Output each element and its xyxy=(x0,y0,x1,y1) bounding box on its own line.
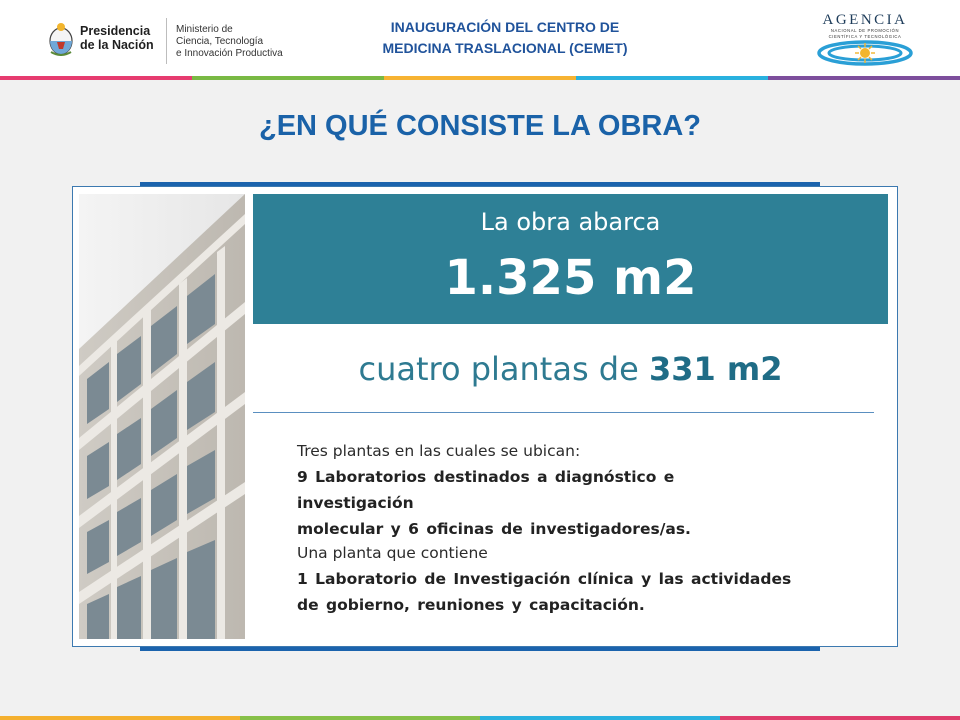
agencia-sub-2: CIENTÍFICA Y TECNOLÓGICA xyxy=(828,34,902,39)
area-value: 1.325 m2 xyxy=(444,250,697,306)
header xyxy=(0,0,960,76)
section-divider xyxy=(253,412,874,413)
logo-separator xyxy=(166,18,167,64)
block1-line-2: molecular y 6 oficinas de investigadores/as. xyxy=(297,520,691,538)
presidencia-text xyxy=(80,24,154,52)
presidencia-line-2: de la Nación xyxy=(80,38,154,52)
block2-line-2: de gobierno, reuniones y capacitación. xyxy=(297,596,645,614)
stripe-segment xyxy=(192,76,384,80)
frame-accent-top xyxy=(140,182,820,186)
agencia-sun-logo-icon xyxy=(815,40,915,66)
header-title xyxy=(380,17,630,59)
area-highlight-box xyxy=(253,194,888,324)
ministerio-line-1: Ministerio de xyxy=(176,24,233,35)
header-title-line-2: MEDICINA TRASLACIONAL (CEMET) xyxy=(382,40,628,56)
stripe-segment xyxy=(240,716,480,720)
description-block-1 xyxy=(297,438,797,542)
ministerio-text xyxy=(176,24,283,60)
header-title-line-1: INAUGURACIÓN DEL CENTRO DE xyxy=(390,19,620,35)
floors-text: cuatro plantas de xyxy=(358,350,649,388)
ministerio-line-3: e Innovación Productiva xyxy=(176,48,283,59)
stripe-segment xyxy=(384,76,576,80)
building-photo xyxy=(79,194,245,639)
area-intro: La obra abarca xyxy=(480,208,661,236)
stripe-segment xyxy=(0,716,240,720)
block2-intro: Una planta que contiene xyxy=(297,544,488,562)
frame-accent-bottom xyxy=(140,647,820,651)
stripe-segment xyxy=(576,76,768,80)
presidencia-line-1: Presidencia xyxy=(80,24,151,38)
argentina-coat-of-arms-icon xyxy=(48,22,74,56)
ministerio-line-2: Ciencia, Tecnología xyxy=(176,36,264,47)
page-title: ¿EN QUÉ CONSISTE LA OBRA? xyxy=(259,110,701,142)
stripe-segment xyxy=(480,716,720,720)
block1-intro: Tres plantas en las cuales se ubican: xyxy=(297,442,581,460)
floors-line xyxy=(253,350,888,388)
agencia-name: AGENCIA xyxy=(822,12,908,28)
floors-area: 331 m2 xyxy=(648,350,783,388)
block1-line-1: 9 Laboratorios destinados a diagnóstico e investigación xyxy=(297,468,675,512)
stripe-segment xyxy=(0,76,192,80)
color-stripe-top xyxy=(0,76,960,80)
presidencia-logo xyxy=(48,18,298,62)
agencia-sub-1: NACIONAL DE PROMOCIÓN xyxy=(830,28,900,33)
color-stripe-bottom xyxy=(0,716,960,720)
block2-line-1: 1 Laboratorio de Investigación clínica y las actividades xyxy=(297,570,792,588)
stripe-segment xyxy=(720,716,960,720)
stripe-segment xyxy=(768,76,960,80)
agencia-logo xyxy=(810,12,920,70)
description-block-2 xyxy=(297,540,797,618)
